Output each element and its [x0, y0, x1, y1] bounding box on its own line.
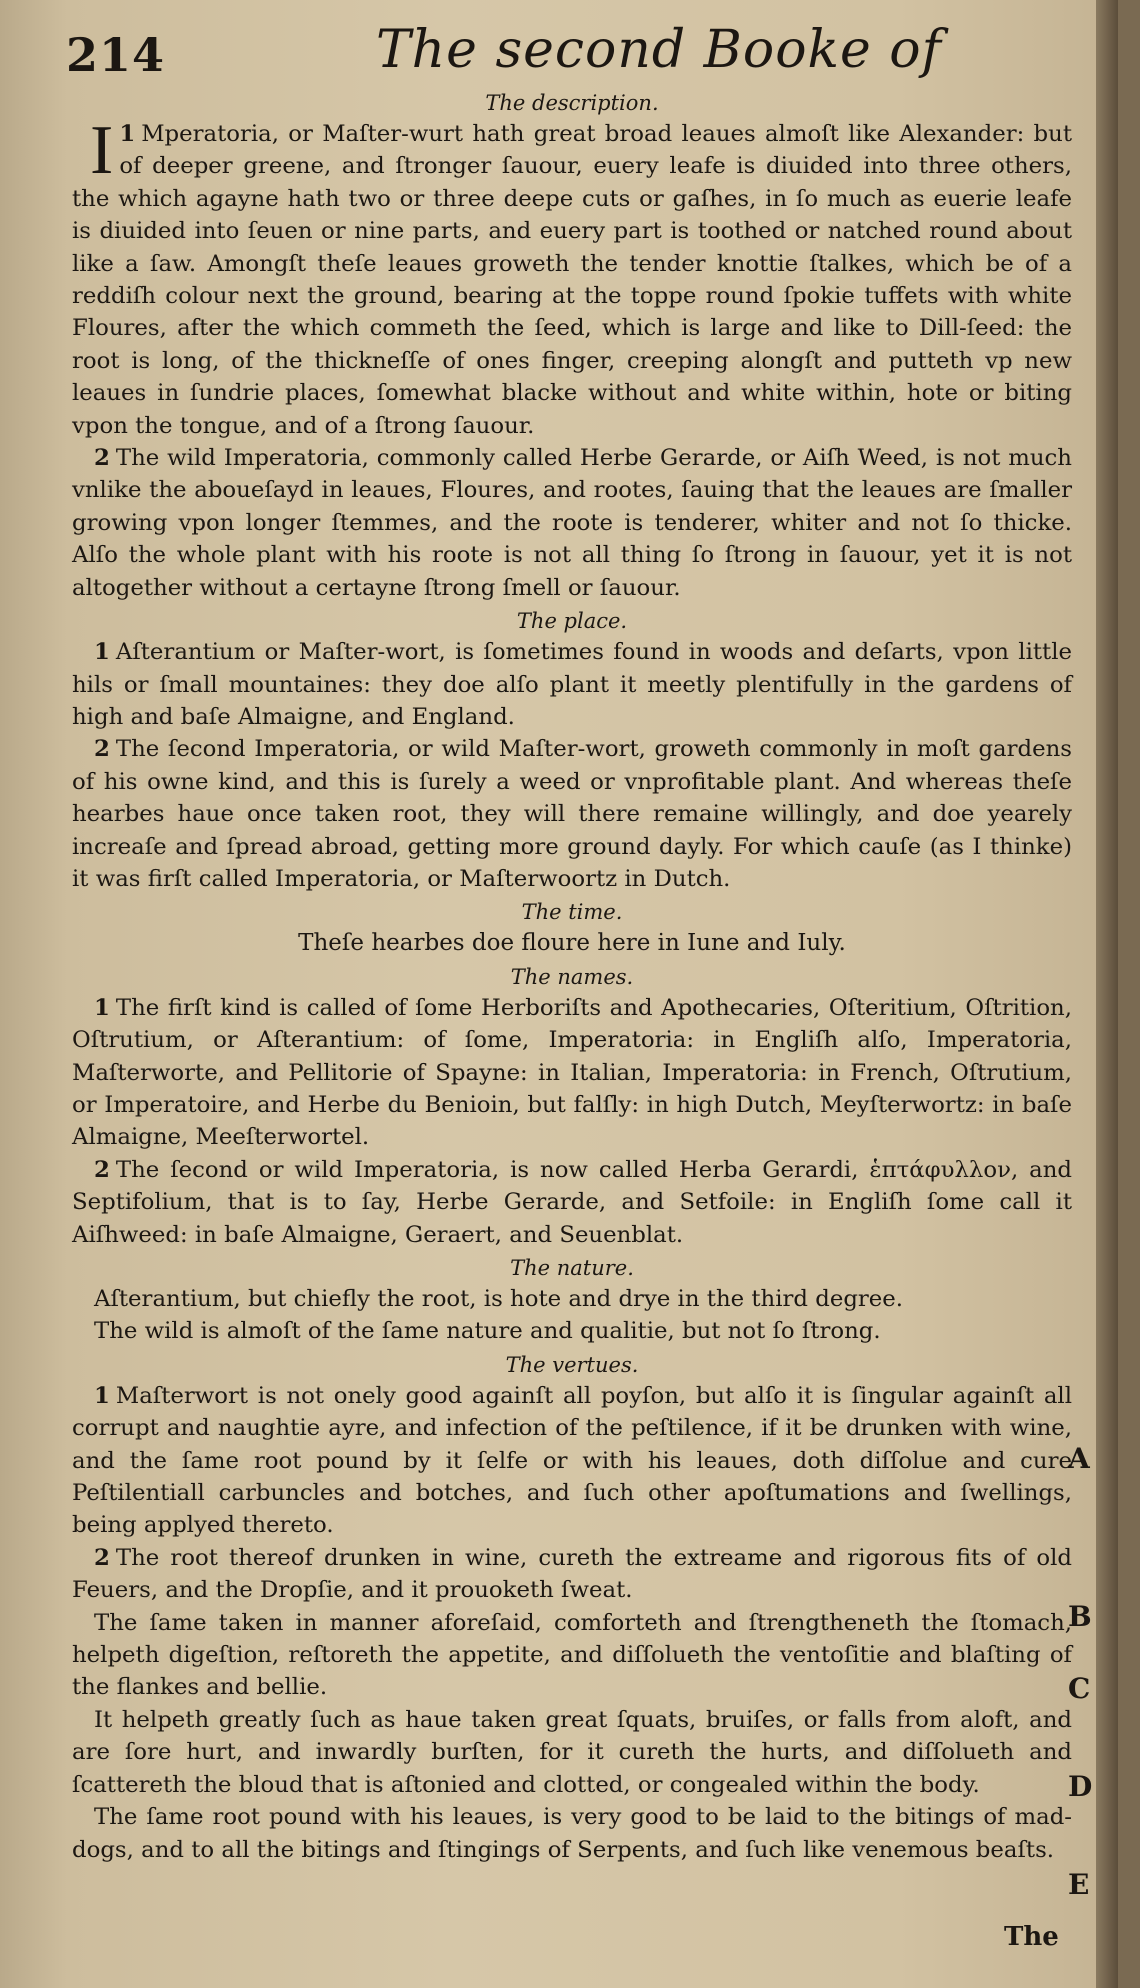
paragraph-text: Mperatoria, or Maſter-wurt hath great broad leaues almoſt like Alexander: but of deeper greene, and ſtronger ſauour, euery leafe is diuided into three others, the which agayne hath two or three deepe cuts or gaſhes, in ſo much as euerie leafe is diuided into ſeuen or nine parts, and euery part is toothed or natched round about like a ſaw. Amongſt theſe leaues groweth the tender knottie ſtalkes, which be of a reddiſh colour next the ground, bearing at the toppe round ſpokie tuffets with white Floures, after the which commeth the ſeed, which is large and like to Dill-ſeed: the root is long, of the thickneſſe of ones finger, creeping alongſt and putteth vp new leaues in ſundrie places, ſomewhat blacke without and white within, hote or biting vpon the tongue, and of a ſtrong ſauour.: [72, 121, 1072, 439]
heading-place: The place.: [516, 609, 628, 634]
place-paragraph-1: [72, 636, 1072, 733]
heading-names: The names.: [510, 964, 634, 989]
nature-paragraph-2: The wild is almoſt of the ſame nature and qualitie, but not ſo ſtrong.: [94, 1318, 881, 1345]
paragraph-number: 1: [94, 1382, 110, 1409]
paragraph-number: 1: [94, 639, 110, 666]
description-paragraph-1: [72, 112, 1072, 442]
page-header: [66, 20, 1066, 84]
margin-letter-e: E: [1068, 1868, 1090, 1901]
description-paragraph-2: [72, 442, 1072, 604]
paragraph-text: The ſecond or wild Imperatoria, is now called Herba Gerardi, ἑπτάφυλλον, and Septifolium, that is to ſay, Herbe Gerarde, and Setfoile: in Engliſh ſome call it Aiſhweed: in baſe Almaigne, Geraert, and Seuenblat.: [72, 1156, 1072, 1248]
page-number: 214: [66, 28, 166, 82]
vertues-paragraph-2: [72, 1542, 1072, 1607]
catchword: The: [1004, 1922, 1059, 1952]
vertues-paragraph-5: The ſame root pound with his leaues, is very good to be laid to the bitings of mad-dogs, and to all the bitings and ſtingings of Serpents, and ſuch like venemous beaſts.: [72, 1804, 1072, 1863]
place-paragraph-2: [72, 733, 1072, 895]
paragraph-text: Aſterantium or Maſter-wort, is ſometimes found in woods and deſarts, vpon little hils or ſmall mountaines: they doe alſo plant it meetly plentifully in the gardens of high and baſe Almaigne, and England.: [72, 639, 1072, 730]
heading-description: The description.: [485, 91, 659, 115]
heading-time: The time.: [521, 900, 623, 925]
names-paragraph-1: [72, 992, 1072, 1154]
names-paragraph-2: [72, 1154, 1072, 1251]
heading-nature: The nature.: [510, 1256, 634, 1280]
drop-cap: I: [90, 112, 114, 189]
paragraph-text: Maſterwort is not onely good againſt all poyſon, but alſo it is ſingular againſt all corrupt and naughtie ayre, and infection of the peſtilence, if it be drunken with wine, and the ſame root pound by it ſelfe or with his leaues, doth diſſolue and cure Peſtilentiall carbuncles and botches, and ſuch other apoſtumations and ſwellings, being applyed thereto.: [72, 1382, 1072, 1539]
nature-paragraph-1: Aſterantium, but chiefly the root, is hote and drye in the third degree.: [94, 1286, 904, 1312]
heading-vertues: The vertues.: [505, 1352, 639, 1377]
paragraph-number: 2: [94, 445, 110, 472]
paragraph-text: The root thereof drunken in wine, cureth the extreame and rigorous fits of old Feuers, and the Dropſie, and it prouoketh ſweat.: [72, 1544, 1072, 1604]
vertues-paragraph-4: It helpeth greatly ſuch as haue taken great ſquats, bruiſes, or falls from aloft, and are ſore hurt, and inwardly burſten, for it cureth the hurts, and diſſolueth and ſcattereth the bloud that is aſtonied and clotted, or congealed within the body.: [72, 1706, 1072, 1798]
time-paragraph: Theſe hearbes doe floure here in Iune and Iuly.: [298, 930, 846, 957]
vertues-paragraph-3: The ſame taken in manner aforeſaid, comforteth and ſtrengtheneth the ſtomach, helpeth digeſtion, reſtoreth the appetite, and diſſolueth the ventoſitie and blaſting of the flankes and bellie.: [72, 1609, 1072, 1701]
margin-letter-d: D: [1068, 1770, 1093, 1803]
margin-letter-b: B: [1068, 1600, 1092, 1633]
paragraph-text: The ſecond Imperatoria, or wild Maſter-wort, groweth commonly in moſt gardens of his owne kind, and this is ſurely a weed or vnprofitable plant. And whereas theſe hearbes haue once taken root, they will there remaine willingly, and doe yearely increaſe and ſpread abroad, getting more ground dayly. For which cauſe (as I thinke) it was firſt called Imperatoria, or Maſterwoortz in Dutch.: [72, 736, 1072, 892]
paragraph-number: 1: [119, 121, 136, 147]
paragraph-text: The wild Imperatoria, commonly called Herbe Gerarde, or Aiſh Weed, is not much vnlike the aboueſayd in leaues, Floures, and rootes, ſauing that the leaues are ſmaller growing vpon longer ſtemmes, and the roote is tenderer, whiter and not ſo thicke. Alſo the whole plant with his roote is not all thing ſo ſtrong in ſauour, yet it is not altogether without a certayne ſtrong ſmell or ſauour.: [72, 445, 1072, 601]
paragraph-number: 1: [94, 994, 110, 1021]
paragraph-number: 2: [94, 1156, 110, 1183]
page-body: [72, 86, 1072, 1866]
margin-letter-c: C: [1068, 1672, 1091, 1705]
running-title: The second Booke of: [376, 20, 942, 80]
paragraph-number: 2: [94, 1544, 110, 1571]
paragraph-number: 2: [94, 736, 110, 763]
paragraph-text: The firſt kind is called of ſome Herboriſts and Apothecaries, Oſteritium, Oſtrition, Oſtrutium, or Aſterantium: of ſome, Imperatoria: in Engliſh alſo, Imperatoria, Maſterworte, and Pellitorie of Spayne: in Italian, Imperatoria: in French, Oſtrutium, or Imperatoire, and Herbe du Benioin, but falſly: in high Dutch, Meyſterwortz: in baſe Almaigne, Meeſterwortel.: [72, 994, 1072, 1151]
vertues-paragraph-1: [72, 1380, 1072, 1542]
margin-letter-a: A: [1068, 1442, 1090, 1475]
margin-letters: [1068, 0, 1108, 1988]
